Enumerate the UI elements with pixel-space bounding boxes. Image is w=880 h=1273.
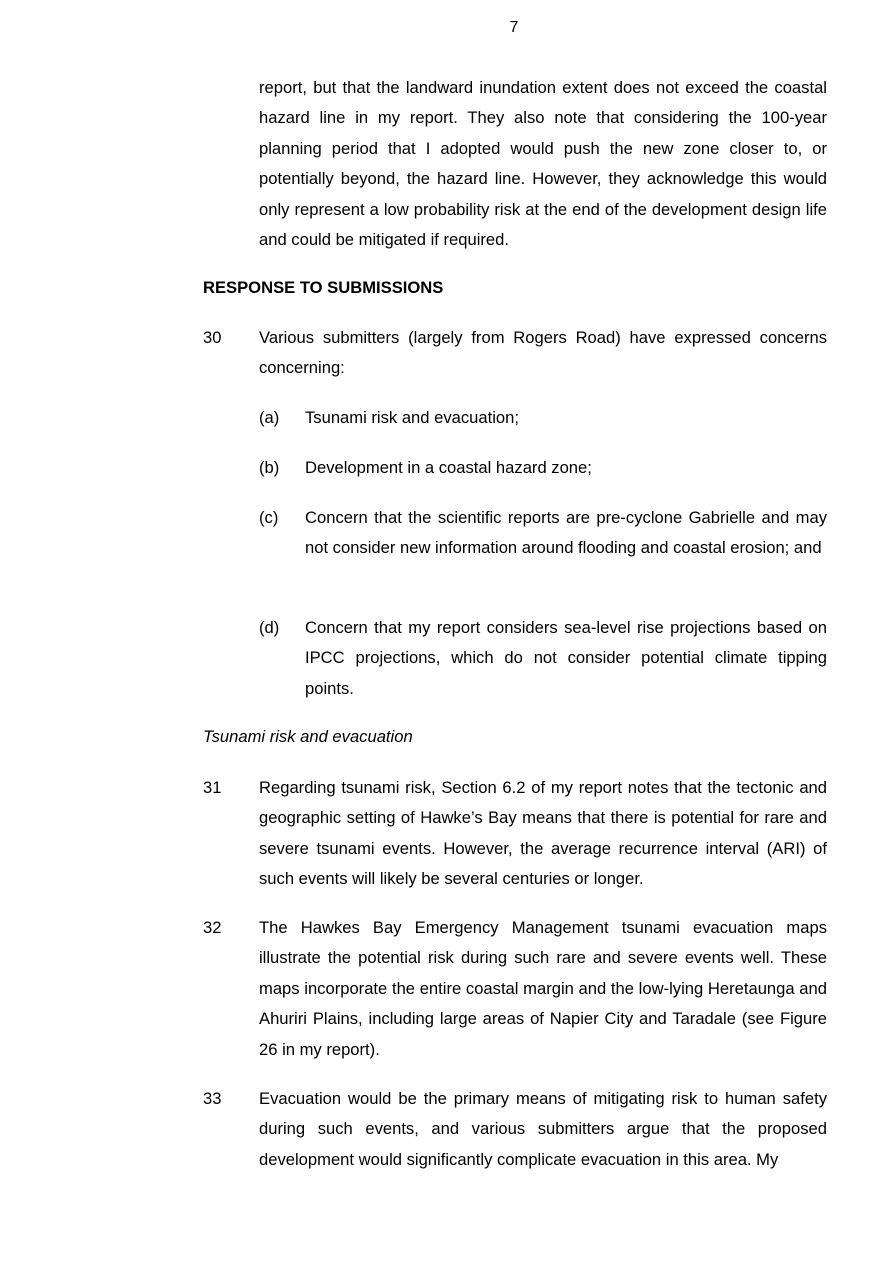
subheading: Tsunami risk and evacuation <box>203 727 413 746</box>
list-item-text: Development in a coastal hazard zone; <box>305 458 592 477</box>
list-item-label: (c) <box>259 508 279 527</box>
lead-paragraph: report, but that the landward inundation extent does not exceed the coastal hazard line in my report. They also note that considering the 100-year planning period that I adopted would push the new zone closer to, or potentially beyond, the hazard line. However, they acknowledge this would only represent a low probability risk at the end of the development design life and could be mitigated if required. <box>259 78 827 250</box>
list-item-text: Tsunami risk and evacuation; <box>305 408 519 427</box>
paragraph-text: Various submitters (largely from Rogers Road) have expressed concerns concerning: <box>259 328 827 378</box>
page-number: 7 <box>509 19 519 36</box>
section-heading: RESPONSE TO SUBMISSIONS <box>203 278 444 297</box>
list-item-label: (b) <box>259 458 280 477</box>
paragraph-number: 32 <box>203 918 222 937</box>
paragraph-text: Evacuation would be the primary means of mitigating risk to human safety during such events, and various submitters argue that the proposed development would significantly complicate evacuation in this area. My <box>259 1089 827 1169</box>
list-item-text: Concern that my report considers sea-level rise projections based on IPCC projections, which do not consider potential climate tipping points. <box>305 618 827 698</box>
paragraph-text: The Hawkes Bay Emergency Management tsunami evacuation maps illustrate the potential risk during such rare and severe events well. These maps incorporate the entire coastal margin and the low-lying Heretaunga and Ahuriri Plains, including large areas of Napier City and Taradale (see Figure 26 in my report). <box>259 918 827 1059</box>
list-item-label: (a) <box>259 408 280 427</box>
list-item-label: (d) <box>259 618 280 637</box>
paragraph-number: 33 <box>203 1089 222 1108</box>
paragraph-number: 31 <box>203 778 222 797</box>
paragraph-text: Regarding tsunami risk, Section 6.2 of my report notes that the tectonic and geographic setting of Hawke’s Bay means that there is potential for rare and severe tsunami events. However, the average recurrence interval (ARI) of such events will likely be several centuries or longer. <box>259 778 827 889</box>
list-item-text: Concern that the scientific reports are pre-cyclone Gabrielle and may not consider new information around flooding and coastal erosion; and <box>305 508 827 558</box>
paragraph-number: 30 <box>203 328 222 347</box>
